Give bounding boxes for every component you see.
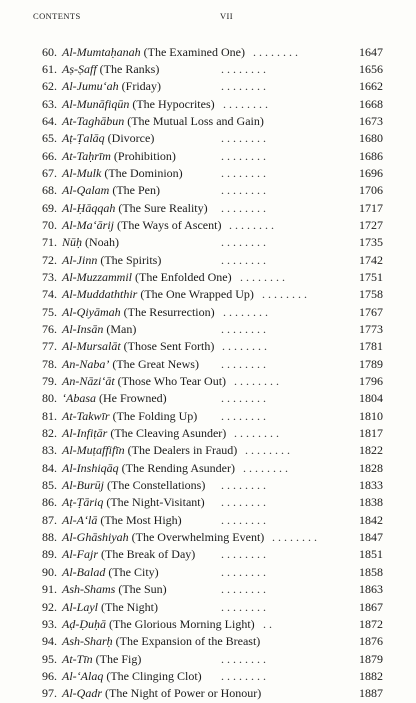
entry-number: 84. [42, 460, 57, 475]
entry-page-number: 1767 [359, 304, 383, 319]
surah-name: Al-Muddaththir [62, 287, 138, 302]
entry-number: 81. [42, 408, 57, 423]
surah-meaning: (The Rending Asunder) [121, 460, 235, 475]
entry-title [62, 442, 237, 459]
entry-number: 61. [42, 61, 57, 76]
surah-name: Al-Jumu‘ah [62, 79, 119, 94]
entry-title [62, 338, 214, 355]
entry-number: 86. [42, 495, 57, 510]
entry-title [62, 96, 215, 113]
entry-title [62, 460, 235, 477]
surah-meaning: (The Ranks) [99, 61, 160, 76]
entry-page-number: 1789 [359, 356, 383, 371]
dot-leader: . . . . . . . . [223, 96, 268, 111]
entry-title [62, 130, 154, 147]
contents-entry [33, 633, 383, 650]
entry-title [62, 148, 176, 165]
entry-page-number: 1872 [359, 616, 383, 631]
header-section-title: CONTENTS [33, 11, 81, 21]
entry-title [62, 61, 159, 78]
contents-entry [33, 442, 383, 459]
entry-number: 68. [42, 183, 57, 198]
entry-number: 92. [42, 599, 57, 614]
dot-leader: . . . . . . . . [221, 165, 266, 180]
dot-leader: . . [263, 616, 272, 631]
surah-meaning: (Prohibition) [113, 148, 176, 163]
entry-page-number: 1863 [359, 582, 383, 597]
surah-name: Al-Munāfiqūn [62, 96, 130, 111]
entry-page-number: 1773 [359, 322, 383, 336]
contents-entry [33, 44, 383, 61]
entry-page-number: 1686 [359, 148, 383, 163]
surah-name: Al-Infiṭār [62, 426, 108, 441]
surah-meaning: (The Night) [101, 599, 158, 614]
surah-meaning: (The Dominion) [104, 165, 183, 180]
dot-leader: . . . . . . . . [221, 651, 266, 666]
entry-title [62, 113, 264, 130]
entry-title [62, 200, 208, 217]
dot-leader: . . . . . . . . [229, 217, 274, 232]
entry-title [62, 217, 221, 234]
entry-number: 83. [42, 443, 57, 458]
entry-page-number: 1828 [359, 460, 383, 475]
contents-entry [33, 113, 383, 130]
running-header [33, 9, 383, 25]
contents-entry [33, 148, 383, 165]
contents-entry [33, 286, 383, 303]
contents-entry [33, 581, 383, 598]
surah-meaning: (The Examined One) [143, 44, 245, 59]
surah-name: Al-Burūj [62, 478, 104, 493]
surah-name: Aṣ-Ṣaff [62, 61, 97, 76]
contents-entry [33, 200, 383, 217]
dot-leader: . . . . . . . . [221, 668, 266, 683]
entry-title [62, 165, 183, 182]
surah-name: Al-A‘lā [62, 512, 98, 527]
contents-entry [33, 78, 383, 95]
surah-meaning: (The Cleaving Asunder) [110, 426, 227, 441]
entry-title [62, 529, 264, 546]
surah-meaning: (The City) [108, 564, 159, 579]
surah-meaning: (The Expansion of the Breast) [115, 634, 261, 649]
surah-meaning: (The Pen) [112, 183, 160, 198]
contents-list [33, 44, 383, 703]
entry-title [62, 425, 226, 442]
entry-title [62, 494, 205, 511]
dot-leader: . . . . . . . . [221, 131, 266, 146]
surah-name: Al-Muṭaffifīn [62, 443, 125, 458]
dot-leader: . . . . . . . . [221, 564, 266, 579]
entry-title [62, 234, 119, 251]
dot-leader: . . . . . . . . [221, 599, 266, 614]
surah-name: Al-Insān [62, 322, 104, 336]
entry-page-number: 1847 [359, 530, 383, 545]
surah-meaning: (Man) [106, 322, 137, 336]
entry-number: 76. [42, 322, 57, 336]
entry-number: 93. [42, 616, 57, 631]
surah-name: Al-Ḥāqqah [62, 200, 116, 215]
contents-entry [33, 61, 383, 78]
surah-meaning: (The Sun) [118, 582, 167, 597]
entry-number: 62. [42, 79, 57, 94]
entry-number: 74. [42, 287, 57, 302]
dot-leader: . . . . . . . . [221, 148, 266, 163]
dot-leader: . . . . . . . . [222, 339, 267, 354]
surah-name: Nūḥ [62, 235, 83, 250]
surah-name: Al-Mumtaḥanah [62, 44, 141, 59]
dot-leader: . . . . . . . . [240, 269, 285, 284]
entry-page-number: 1668 [359, 96, 383, 111]
surah-name: Al-Qiyāmah [62, 304, 121, 319]
dot-leader: . . . . . . . . [223, 304, 268, 319]
surah-name: Al-Qalam [62, 183, 110, 198]
surah-meaning: (The Ways of Ascent) [117, 217, 222, 232]
surah-meaning: (The Glorious Morning Light) [109, 616, 255, 631]
entry-number: 73. [42, 269, 57, 284]
entry-number: 80. [42, 391, 57, 406]
entry-page-number: 1706 [359, 183, 383, 198]
surah-name: Al-Qadr [62, 686, 102, 701]
dot-leader: . . . . . . . . [221, 322, 266, 336]
dot-leader: . . . . . . . . [243, 460, 288, 475]
entry-number: 94. [42, 634, 57, 649]
entry-page-number: 1680 [359, 131, 383, 146]
dot-leader: . . . . . . . . [221, 356, 266, 371]
dot-leader: . . . . . . . . [262, 287, 307, 302]
entry-number: 88. [42, 530, 57, 545]
entry-page-number: 1882 [359, 668, 383, 683]
surah-name: Al-Inshiqāq [62, 460, 119, 475]
contents-entry [33, 564, 383, 581]
surah-meaning: (Those Who Tear Out) [117, 374, 227, 389]
entry-page-number: 1735 [359, 235, 383, 250]
entry-number: 66. [42, 148, 57, 163]
entry-page-number: 1751 [359, 269, 383, 284]
surah-meaning: (The Clinging Clot) [106, 668, 202, 683]
surah-meaning: (The Spirits) [100, 252, 162, 267]
entry-page-number: 1838 [359, 495, 383, 510]
dot-leader: . . . . . . . . [221, 547, 266, 562]
dot-leader: . . . . . . . . [221, 478, 266, 493]
surah-meaning: (The Night-Visitant) [106, 495, 205, 510]
surah-name: Ash-Sharḥ [62, 634, 113, 649]
entry-title [62, 304, 215, 321]
entry-number: 82. [42, 426, 57, 441]
dot-leader: . . . . . . . . [221, 183, 266, 198]
dot-leader: . . . . . . . . [221, 408, 266, 423]
entry-title [62, 44, 245, 61]
surah-name: Al-Ghāshiyah [62, 530, 129, 545]
surah-meaning: (The Mutual Loss and Gain) [127, 113, 264, 128]
surah-meaning: (The Break of Day) [101, 547, 196, 562]
contents-entry [33, 651, 383, 668]
surah-name: Aṭ-Ṭāriq [62, 495, 104, 510]
surah-meaning: (The Constellations) [107, 478, 206, 493]
contents-entry [33, 529, 383, 546]
contents-entry [33, 460, 383, 477]
dot-leader: . . . . . . . . [221, 235, 266, 250]
contents-entry [33, 269, 383, 286]
entry-number: 87. [42, 512, 57, 527]
surah-meaning: (The One Wrapped Up) [140, 287, 254, 302]
entry-number: 71. [42, 235, 57, 250]
entry-page-number: 1647 [359, 44, 383, 59]
entry-page-number: 1879 [359, 651, 383, 666]
contents-entry [33, 165, 383, 182]
entry-title [62, 390, 167, 407]
surah-name: Ash-Shams [62, 582, 116, 597]
entry-title [62, 252, 161, 269]
entry-page-number: 1796 [359, 374, 383, 389]
entry-title [62, 373, 226, 390]
contents-entry [33, 512, 383, 529]
entry-page-number: 1656 [359, 61, 383, 76]
entry-number: 90. [42, 564, 57, 579]
surah-meaning: (The Hypocrites) [132, 96, 215, 111]
entry-number: 85. [42, 478, 57, 493]
dot-leader: . . . . . . . . [221, 79, 266, 94]
dot-leader: . . . . . . . . [234, 426, 279, 441]
entry-title [62, 477, 205, 494]
entry-page-number: 1887 [359, 686, 383, 701]
surah-name: Al-Mursalāt [62, 339, 121, 354]
entry-page-number: 1876 [359, 634, 383, 649]
entry-title [62, 182, 160, 199]
dot-leader: . . . . . . . . [221, 61, 266, 76]
entry-title [62, 633, 260, 650]
dot-leader: . . . . . . . . [234, 374, 279, 389]
surah-meaning: (The Most High) [100, 512, 182, 527]
entry-page-number: 1742 [359, 252, 383, 267]
contents-entry [33, 96, 383, 113]
contents-entry [33, 668, 383, 685]
entry-number: 70. [42, 217, 57, 232]
entry-page-number: 1696 [359, 165, 383, 180]
entry-title [62, 356, 199, 373]
entry-number: 65. [42, 131, 57, 146]
entry-number: 72. [42, 252, 57, 267]
entry-number: 91. [42, 582, 57, 597]
surah-name: Al-Muzzammil [62, 269, 132, 284]
entry-page-number: 1822 [359, 443, 383, 458]
surah-name: Al-Mulk [62, 165, 102, 180]
surah-meaning: (The Fig) [95, 651, 142, 666]
dot-leader: . . . . . . . . [221, 252, 266, 267]
entry-number: 63. [42, 96, 57, 111]
entry-title [62, 616, 255, 633]
header-page-number: VII [220, 11, 233, 21]
entry-number: 97. [42, 686, 57, 701]
surah-meaning: (Friday) [121, 79, 161, 94]
surah-meaning: (The Night of Power or Honour) [105, 686, 262, 701]
surah-name: Al-Balad [62, 564, 106, 579]
surah-name: Al-Fajr [62, 547, 98, 562]
entry-page-number: 1817 [359, 426, 383, 441]
surah-meaning: (The Great News) [112, 356, 199, 371]
entry-page-number: 1758 [359, 287, 383, 302]
entry-title [62, 408, 197, 425]
surah-name: Al-Layl [62, 599, 98, 614]
dot-leader: . . . . . . . . [221, 495, 266, 510]
entry-page-number: 1781 [359, 339, 383, 354]
entry-page-number: 1810 [359, 408, 383, 423]
contents-entry [33, 425, 383, 442]
entry-number: 69. [42, 200, 57, 215]
surah-name: Al-Ma‘ārij [62, 217, 114, 232]
contents-entry [33, 252, 383, 269]
surah-meaning: (Noah) [85, 235, 119, 250]
entry-number: 60. [42, 44, 57, 59]
entry-title [62, 78, 161, 95]
entry-number: 89. [42, 547, 57, 562]
entry-page-number: 1842 [359, 512, 383, 527]
surah-name: At-Taghābun [62, 113, 125, 128]
surah-meaning: (He Frowned) [99, 391, 167, 406]
dot-leader: . . . . . . . . [221, 512, 266, 527]
contents-entry [33, 321, 383, 338]
entry-page-number: 1858 [359, 564, 383, 579]
dot-leader: . . . . . . . . [221, 582, 266, 597]
entry-page-number: 1833 [359, 478, 383, 493]
surah-name: Al-‘Alaq [62, 668, 104, 683]
surah-name: Aṭ-Ṭalāq [62, 131, 105, 146]
entry-number: 79. [42, 374, 57, 389]
contents-entry [33, 494, 383, 511]
contents-entry [33, 408, 383, 425]
surah-name: At-Taḥrīm [62, 148, 111, 163]
entry-page-number: 1673 [359, 113, 383, 128]
entry-title [62, 581, 167, 598]
contents-entry [33, 685, 383, 702]
surah-name: An-Naba’ [62, 356, 110, 371]
contents-entry [33, 616, 383, 633]
contents-entry [33, 477, 383, 494]
surah-meaning: (The Folding Up) [112, 408, 198, 423]
entry-number: 75. [42, 304, 57, 319]
entry-page-number: 1717 [359, 200, 383, 215]
contents-entry [33, 130, 383, 147]
contents-entry [33, 304, 383, 321]
dot-leader: . . . . . . . . [221, 391, 266, 406]
contents-entry [33, 182, 383, 199]
entry-number: 96. [42, 668, 57, 683]
surah-meaning: (The Dealers in Fraud) [127, 443, 238, 458]
surah-name: An-Nāzi‘āt [62, 374, 115, 389]
contents-entry [33, 390, 383, 407]
entry-number: 67. [42, 165, 57, 180]
surah-meaning: (Divorce) [107, 131, 155, 146]
entry-number: 64. [42, 113, 57, 128]
surah-meaning: (The Resurrection) [123, 304, 215, 319]
contents-entry [33, 599, 383, 616]
entry-page-number: 1851 [359, 547, 383, 562]
entry-number: 78. [42, 356, 57, 371]
surah-meaning: (Those Sent Forth) [123, 339, 215, 354]
contents-entry [33, 338, 383, 355]
entry-title [62, 286, 254, 303]
entry-page-number: 1727 [359, 217, 383, 232]
surah-name: ‘Abasa [62, 391, 96, 406]
entry-title [62, 668, 202, 685]
surah-name: At-Tīn [62, 651, 93, 666]
contents-entry [33, 356, 383, 373]
contents-entry [33, 546, 383, 563]
contents-entry [33, 217, 383, 234]
dot-leader: . . . . . . . . [245, 443, 290, 458]
dot-leader: . . . . . . . . [253, 44, 298, 59]
surah-meaning: (The Overwhelming Event) [131, 530, 265, 545]
entry-number: 77. [42, 339, 57, 354]
entry-title [62, 546, 195, 563]
contents-entry [33, 234, 383, 251]
entry-number: 95. [42, 651, 57, 666]
entry-title [62, 269, 232, 286]
contents-entry [33, 373, 383, 390]
dot-leader: . . . . . . . . [221, 200, 266, 215]
entry-title [62, 599, 158, 616]
surah-name: At-Takwīr [62, 408, 110, 423]
entry-title [62, 651, 141, 668]
entry-page-number: 1662 [359, 79, 383, 94]
entry-title [62, 685, 261, 702]
entry-page-number: 1867 [359, 599, 383, 614]
entry-title [62, 512, 182, 529]
entry-title [62, 564, 159, 581]
entry-page-number: 1804 [359, 391, 383, 406]
surah-meaning: (The Enfolded One) [135, 269, 232, 284]
dot-leader: . . . . . . . . [272, 530, 317, 545]
entry-title [62, 321, 136, 338]
surah-name: Aḍ-Ḍuḥā [62, 616, 106, 631]
surah-meaning: (The Sure Reality) [118, 200, 208, 215]
surah-name: Al-Jinn [62, 252, 98, 267]
